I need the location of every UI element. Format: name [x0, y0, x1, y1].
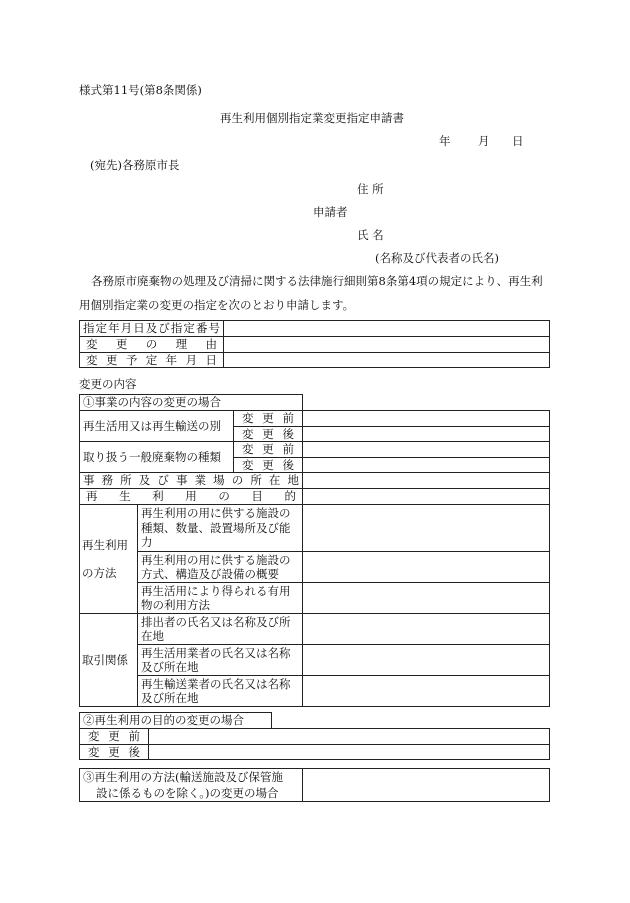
- designation-date-number-field[interactable]: [224, 321, 550, 337]
- office-location-label: 事務所及び事業場の所在地: [80, 473, 303, 489]
- designation-table: [79, 320, 550, 368]
- method-change-table: [79, 768, 550, 802]
- method-change-header: [80, 769, 303, 802]
- method-label-line2: の方法: [82, 566, 117, 580]
- date-year: 年: [439, 134, 451, 148]
- business-change-header: ①事業の内容の変更の場合: [80, 395, 303, 411]
- trade-transporter-field[interactable]: [303, 676, 550, 707]
- trade-recycler-field[interactable]: [303, 645, 550, 676]
- method-useful-product-field[interactable]: [303, 583, 550, 614]
- address-label: 住 所: [357, 182, 384, 196]
- purpose-after-field[interactable]: [149, 744, 550, 760]
- body-text-line1: 各務原市廃棄物の処理及び清掃に関する法律施行細則第8条第4項の規定により、再生利: [91, 274, 543, 288]
- purpose-after-label: 変更後: [80, 744, 149, 760]
- date-month: 月: [478, 134, 490, 148]
- purpose-field[interactable]: [303, 489, 550, 505]
- method-facility-structure-field[interactable]: [303, 552, 550, 583]
- trade-discharger-label: 排出者の氏名又は名称及び所在地: [138, 614, 303, 645]
- recycle-or-transport-after-field[interactable]: [303, 426, 550, 442]
- planned-change-date-label: 変更予定年月日: [80, 352, 224, 368]
- form-number: 様式第11号(第8条関係): [79, 83, 202, 97]
- addressee: (宛先)各務原市長: [90, 158, 180, 172]
- office-location-field[interactable]: [303, 473, 550, 489]
- before-label: 変更前: [234, 442, 303, 458]
- name-note: (名称及び代表者の氏名): [375, 251, 499, 265]
- after-label: 変更後: [234, 457, 303, 473]
- method-facility-type-label: 再生利用の用に供する施設の種類、数量、設置場所及び能力: [138, 505, 303, 552]
- method-facility-type-field[interactable]: [303, 505, 550, 552]
- trade-recycler-label: 再生活用業者の氏名又は名称及び所在地: [138, 645, 303, 676]
- method-change-field[interactable]: [303, 769, 550, 802]
- section-label: 変更の内容: [79, 377, 137, 391]
- trade-transporter-label: 再生輸送業者の氏名又は名称及び所在地: [138, 676, 303, 707]
- waste-type-before-field[interactable]: [303, 442, 550, 458]
- body-text-line2: 用個別指定業の変更の指定を次のとおり申請します。: [79, 298, 355, 312]
- method-label: [80, 505, 138, 614]
- purpose-before-label: 変更前: [80, 729, 149, 745]
- date-day: 日: [512, 134, 524, 148]
- method-facility-structure-label: 再生利用の用に供する施設の方式、構造及び設備の概要: [138, 552, 303, 583]
- applicant-label: 申請者: [313, 205, 348, 219]
- purpose-label: 再生利用の目的: [80, 489, 303, 505]
- recycle-or-transport-before-field[interactable]: [303, 411, 550, 427]
- method-label-line1: 再生利用: [82, 537, 128, 552]
- purpose-change-header: ②再生利用の目的の変更の場合: [80, 713, 272, 729]
- method-change-header-line1: ③再生利用の方法(輸送施設及び保管施: [83, 770, 283, 784]
- planned-change-date-field[interactable]: [224, 352, 550, 368]
- after-label: 変更後: [234, 426, 303, 442]
- change-reason-label: 変更の理由: [80, 337, 224, 353]
- before-label: 変更前: [234, 411, 303, 427]
- page-title: 再生利用個別指定業変更指定申請書: [220, 111, 404, 125]
- purpose-before-field[interactable]: [149, 729, 550, 745]
- method-useful-product-label: 再生活用により得られる有用物の利用方法: [138, 583, 303, 614]
- trade-label: 取引関係: [80, 614, 138, 707]
- method-change-header-line2: 設に係るものを除く。)の変更の場合: [96, 786, 279, 800]
- recycle-or-transport-label: 再生活用又は再生輸送の別: [80, 411, 234, 442]
- business-content-table: [79, 394, 550, 707]
- name-label: 氏 名: [357, 228, 384, 242]
- change-reason-field[interactable]: [224, 337, 550, 353]
- purpose-change-table: [79, 712, 550, 760]
- waste-type-after-field[interactable]: [303, 457, 550, 473]
- waste-type-label: 取り扱う一般廃棄物の種類: [80, 442, 234, 473]
- designation-date-number-label: 指定年月日及び指定番号: [80, 321, 224, 337]
- trade-discharger-field[interactable]: [303, 614, 550, 645]
